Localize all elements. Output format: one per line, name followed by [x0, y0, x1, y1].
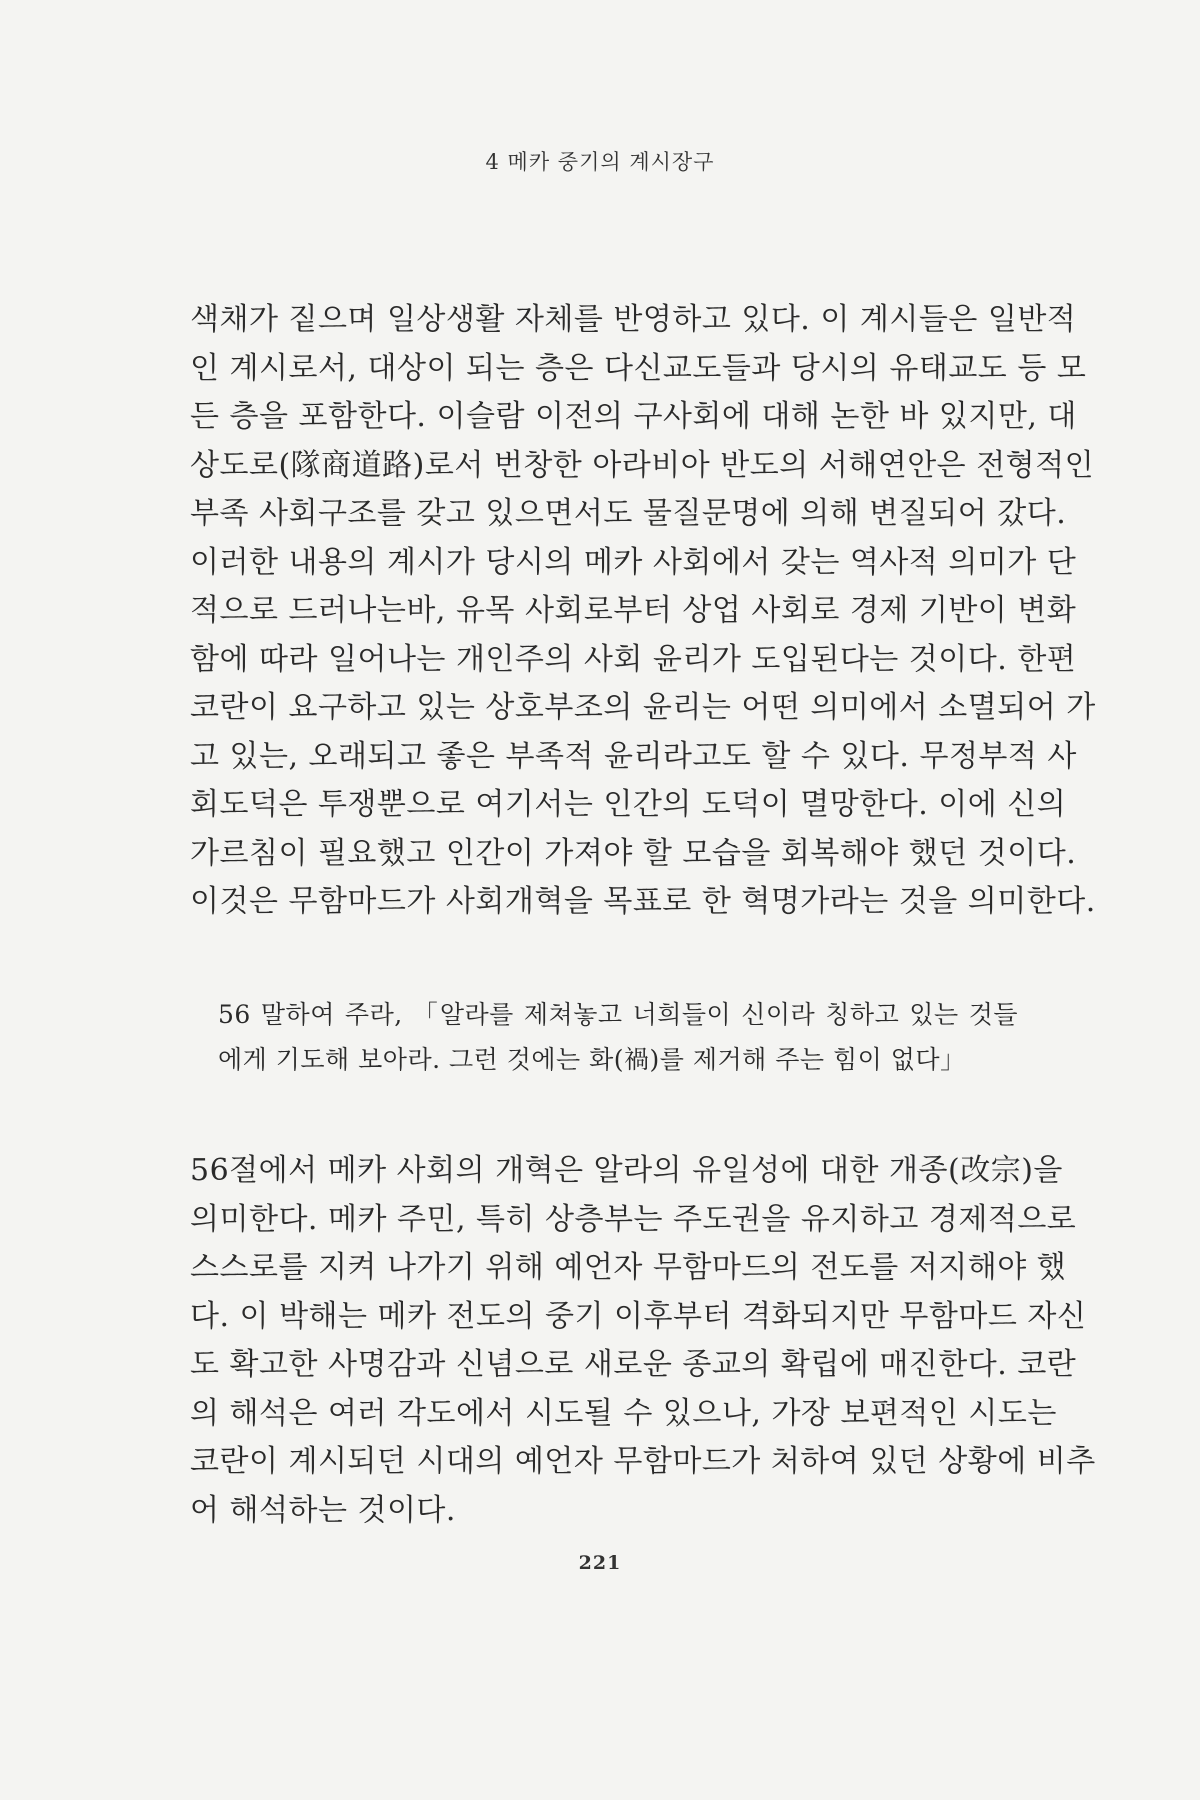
text-line: 도 확고한 사명감과 신념으로 새로운 종교의 확립에 매진한다. 코란 [190, 1347, 1077, 1382]
text-line: 색채가 짙으며 일상생활 자체를 반영하고 있다. 이 계시들은 일반적 [190, 302, 1077, 337]
text-line: 인 계시로서, 대상이 되는 층은 다신교도들과 당시의 유태교도 등 모 [190, 350, 1087, 386]
verse-line: 에게 기도해 보아라. 그런 것에는 화(禍)를 제거해 주는 힘이 없다」 [218, 1045, 966, 1074]
verse-line: 56 말하여 주라, 「알라를 제쳐놓고 너희들이 신이라 칭하고 있는 것들 [218, 1000, 1018, 1029]
text-line: 의 해석은 여러 각도에서 시도될 수 있으나, 가장 보편적인 시도는 [190, 1395, 1057, 1431]
text-line: 어 해석하는 것이다. [190, 1492, 456, 1528]
quoted-verse [218, 992, 1018, 1082]
text-line: 함에 따라 일어나는 개인주의 사회 윤리가 도입된다는 것이다. 한편 [190, 641, 1077, 677]
text-line: 코란이 요구하고 있는 상호부조의 윤리는 어떤 의미에서 소멸되어 가 [190, 690, 1096, 725]
text-line: 고 있는, 오래되고 좋은 부족적 윤리라고도 할 수 있다. 무정부적 사 [190, 738, 1077, 774]
text-line: 이러한 내용의 계시가 당시의 메카 사회에서 갖는 역사적 의미가 단 [190, 544, 1077, 580]
text-line: 다. 이 박해는 메카 전도의 중기 이후부터 격화되지만 무함마드 자신 [190, 1298, 1087, 1334]
text-line: 적으로 드러나는바, 유목 사회로부터 상업 사회로 경제 기반이 변화 [190, 593, 1077, 628]
text-line: 56절에서 메카 사회의 개혁은 알라의 유일성에 대한 개종(改宗)을 [190, 1153, 1063, 1188]
text-line: 이것은 무함마드가 사회개혁을 목표로 한 혁명가라는 것을 의미한다. [190, 884, 1096, 919]
text-line: 스스로를 지켜 나가기 위해 예언자 무함마드의 전도를 저지해야 했 [190, 1250, 1067, 1285]
text-line: 상도로(隊商道路)로서 번창한 아라비아 반도의 서해연안은 전형적인 [190, 447, 1095, 483]
body-paragraph-1 [190, 296, 1096, 927]
text-line: 부족 사회구조를 갖고 있으면서도 물질문명에 의해 변질되어 갔다. [190, 496, 1067, 531]
text-line: 가르침이 필요했고 인간이 가져야 할 모습을 회복해야 했던 것이다. [190, 835, 1077, 871]
body-paragraph-2 [190, 1147, 1096, 1535]
text-line: 든 층을 포함한다. 이슬람 이전의 구사회에 대해 논한 바 있지만, 대 [190, 399, 1077, 434]
text-line: 회도덕은 투쟁뿐으로 여기서는 인간의 도덕이 멸망한다. 이에 신의 [190, 787, 1067, 822]
text-line: 코란이 계시되던 시대의 예언자 무함마드가 처하여 있던 상황에 비추 [190, 1444, 1096, 1479]
page-number: 221 [578, 1552, 622, 1574]
running-header: 4 메카 중기의 계시장구 [485, 150, 715, 174]
text-line: 의미한다. 메카 주민, 특히 상층부는 주도권을 유지하고 경제적으로 [190, 1201, 1077, 1237]
